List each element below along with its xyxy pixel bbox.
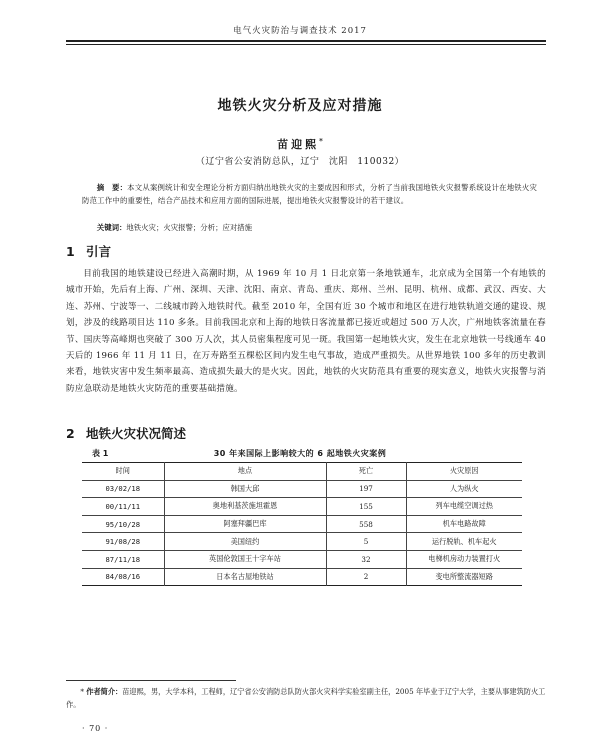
section-2-number: 2 (66, 426, 75, 441)
col-header-cause: 火灾原因 (406, 463, 522, 481)
section-1-body: 目前我国的地铁建设已经进入高潮时期，从 1969 年 10 月 1 日北京第一条地铁通车，北京成为全国第一个有地铁的城市开始，先后有上海、广州、深圳、天津、沈阳、南京、青岛、重庆、郑州、兰州、昆明、杭州、成都、武汉、西安、大连、苏州、宁波等一、二线城市跨入地铁时代。截至 2010 年，全国有近 30 个城市和地区在进行地铁轨道交通的建设、规划，涉及的线路项目达 110 多条。目前我国北京和上海的地铁日客流量都已接近或超过 500 万人次，广州地铁客流量在春节、国庆等高峰期也突破了 300 万人次，其人员密集程度可见一斑。我国第一起地铁火灾，发生在北京地铁一号线通车 40 天后的 1966 年 11 月 11 日，在万寿路至五棵松区间内发生电气事故，造成严重损失。从世界地铁 100 多年的历史教训来看，地铁灾害中发生频率最高、造成损失最大的是火灾。因此，地铁的火灾防范具有重要的现实意义，地铁火灾报警与消防应急联动是地铁火灾防范的重要基础措施。 (66, 269, 546, 394)
table-row (82, 568, 522, 586)
header-rule-thin (66, 44, 546, 45)
cell-cause: 机车电路故障 (406, 515, 522, 533)
cell-deaths: 155 (326, 498, 406, 516)
table-header-row (82, 463, 522, 481)
cell-cause: 变电所整流器短路 (406, 568, 522, 586)
footnote-text: 苗迎熙，男，大学本科，工程师，辽宁省公安消防总队防火部火灾科学实验室副主任，2005 年毕业于辽宁大学，主要从事建筑防火工作。 (66, 687, 546, 709)
col-header-time: 时间 (82, 463, 164, 481)
col-header-location: 地点 (164, 463, 326, 481)
section-2-heading (66, 424, 186, 442)
page-number: · 70 · (82, 724, 109, 733)
cell-deaths: 2 (326, 568, 406, 586)
table-row (82, 550, 522, 568)
cell-cause: 列车电缆空调过热 (406, 498, 522, 516)
affiliation: （辽宁省公安消防总队，辽宁 沈阳 110032） (195, 157, 405, 167)
table-label: 表 1 (92, 449, 109, 458)
paper-title: 地铁火灾分析及应对措施 (217, 98, 383, 114)
author-mark: * (319, 136, 323, 146)
keywords (82, 222, 538, 234)
table-title: 30 年来国际上影响较大的 6 起地铁火灾案例 (213, 449, 387, 458)
cell-time: 84/08/16 (82, 568, 164, 586)
col-header-deaths: 死亡 (326, 463, 406, 481)
table-row (82, 498, 522, 516)
table-row (82, 515, 522, 533)
table-row (82, 533, 522, 551)
cell-time: 00/11/11 (82, 498, 164, 516)
footnote-label: 作者简介： (86, 687, 123, 696)
cell-time: 87/11/18 (82, 550, 164, 568)
cell-time: 91/08/28 (82, 533, 164, 551)
cell-time: 03/02/18 (82, 480, 164, 498)
footnote-rule (66, 680, 236, 681)
cell-location: 阿塞拜疆巴库 (164, 515, 326, 533)
cell-location: 奥地利基茨施坦霍恩 (164, 498, 326, 516)
section-1-heading (66, 242, 111, 260)
cell-cause: 人为纵火 (406, 480, 522, 498)
keywords-text: 地铁火灾；火灾报警；分析；应对措施 (126, 223, 253, 232)
cell-location: 英国伦敦国王十字车站 (164, 550, 326, 568)
abstract-text: 本文从案例统计和安全理论分析方面归纳出地铁火灾的主要成因和形式，分析了当前我国地铁火灾报警系统设计在地铁火灾防范工作中的重要性，结合产品技术和应用方面的国际进展，提出地铁火灾报警设计的若干建议。 (82, 183, 538, 205)
keywords-label: 关键词： (96, 223, 127, 232)
cell-cause: 运行脱轨、机车起火 (406, 533, 522, 551)
table-row (82, 480, 522, 498)
cell-location: 美国纽约 (164, 533, 326, 551)
cell-time: 95/10/28 (82, 515, 164, 533)
section-1-title: 引言 (86, 244, 112, 259)
cell-deaths: 558 (326, 515, 406, 533)
cell-location: 日本名古屋地铁站 (164, 568, 326, 586)
cell-deaths: 32 (326, 550, 406, 568)
footnote-mark: * (80, 687, 84, 696)
author (0, 136, 600, 152)
cell-deaths: 197 (326, 480, 406, 498)
fire-cases-table (82, 462, 522, 586)
header-rule-thick (66, 40, 546, 42)
abstract-label: 摘 要： (96, 183, 128, 192)
cell-deaths: 5 (326, 533, 406, 551)
footnote (66, 686, 546, 711)
cell-location: 韩国大邱 (164, 480, 326, 498)
cell-cause: 电梯机房动力装置打火 (406, 550, 522, 568)
section-2-title: 地铁火灾状况简述 (86, 426, 187, 441)
section-1-number: 1 (66, 244, 75, 259)
abstract (82, 182, 538, 207)
running-header: 电气火灾防治与调查技术 2017 (233, 26, 367, 36)
author-name: 苗迎熙 (277, 138, 320, 151)
